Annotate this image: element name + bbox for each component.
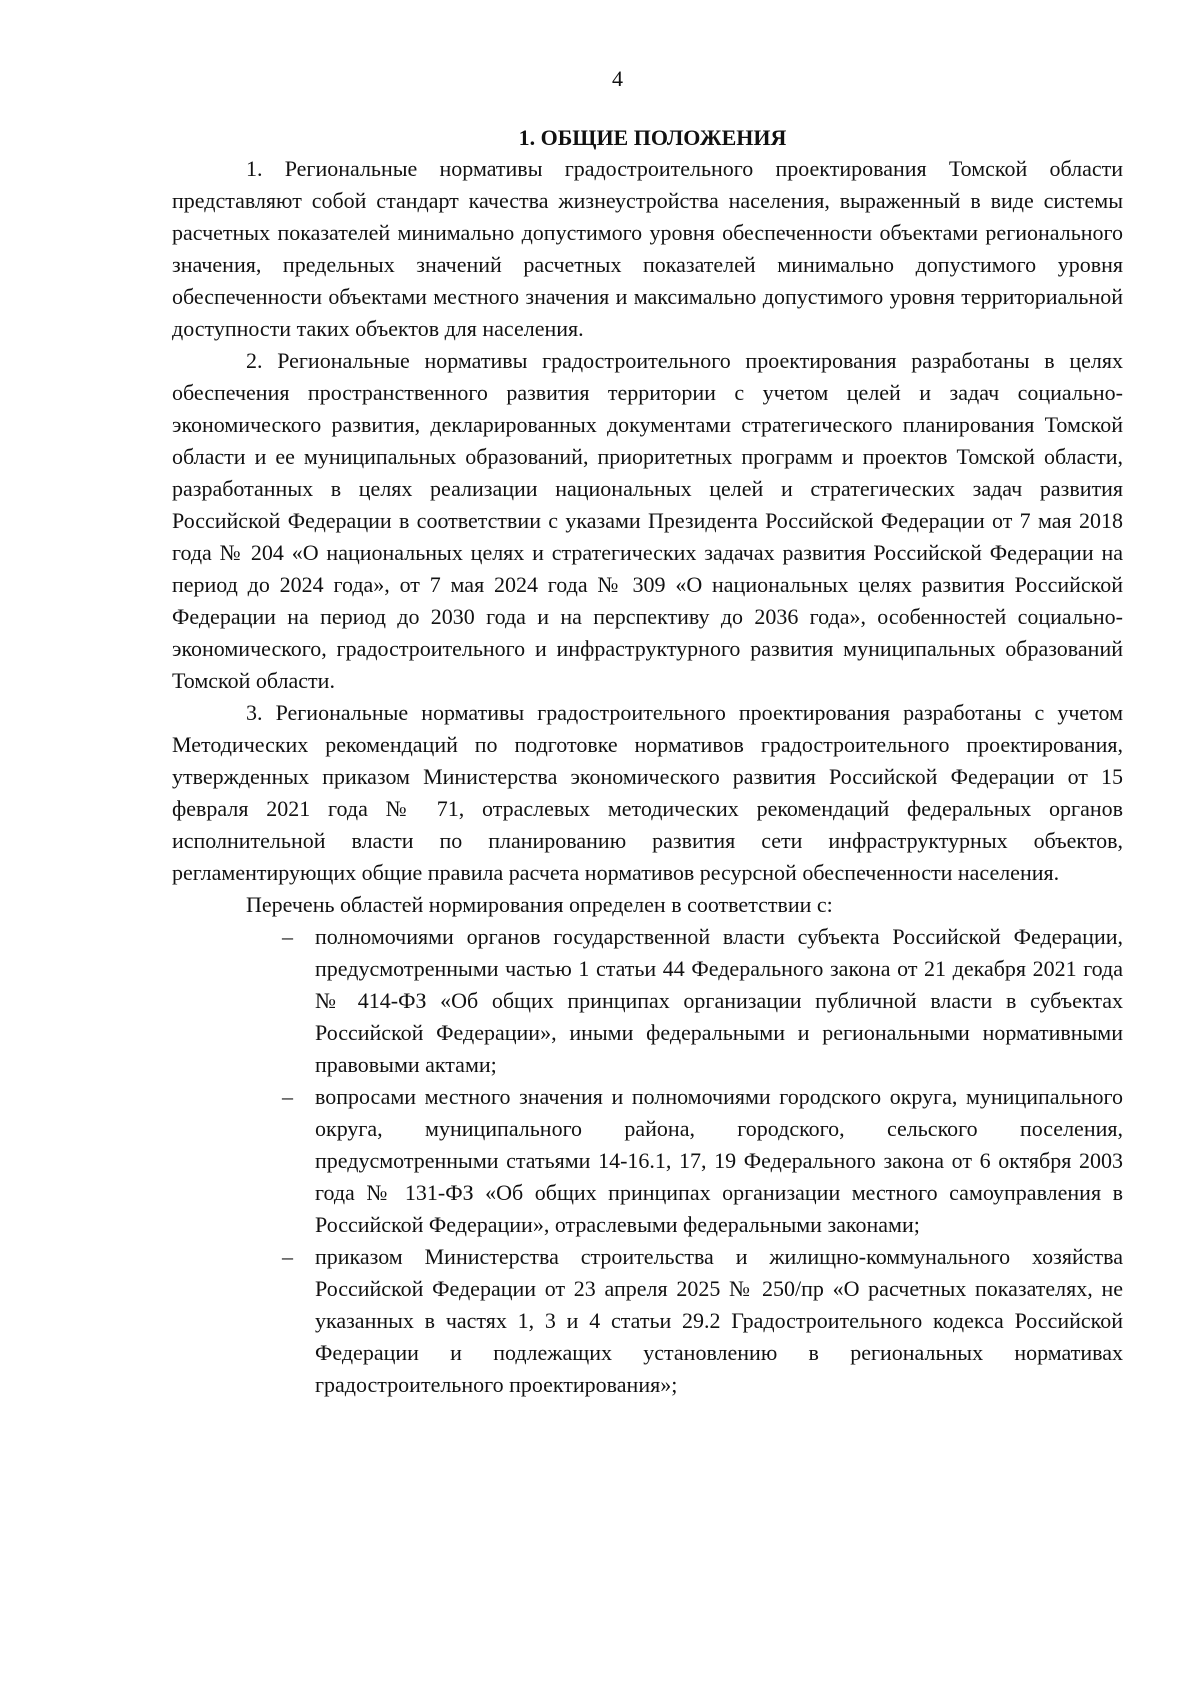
list-item bbox=[172, 1081, 1123, 1241]
list-item-text: вопросами местного значения и полномочиями городского округа, муниципального округа, муниципального района, городского, сельского поселения, предусмотренными статьями 14-16.1, 17, 19 Федерального закона от 6 октября 2003 года № 131-ФЗ «Об общих принципах организации местного самоуправления в Российской Федерации», отраслевыми федеральными законами; bbox=[315, 1084, 1123, 1237]
list-item bbox=[172, 921, 1123, 1081]
section-title: 1. ОБЩИЕ ПОЛОЖЕНИЯ bbox=[518, 125, 787, 150]
list-intro: Перечень областей нормирования определен в соответствии с: bbox=[246, 892, 833, 917]
bullet-list bbox=[172, 921, 1123, 1401]
paragraph-2: 2. Региональные нормативы градостроительного проектирования разработаны в целях обеспечения пространственного развития территории с учетом целей и задач социально-экономического развития, декларированных документами стратегического планирования Томской области и ее муниципальных образований, приоритетных программ и проектов Томской области, разработанных в целях реализации национальных целей и стратегических задач развития Российской Федерации в соответствии с указами Президента Российской Федерации от 7 мая 2018 года № 204 «О национальных целях и стратегических задачах развития Российской Федерации на период до 2024 года», от 7 мая 2024 года № 309 «О национальных целях развития Российской Федерации на период до 2030 года и на перспективу до 2036 года», особенностей социально-экономического, градостроительного и инфраструктурного развития муниципальных образований Томской области. bbox=[172, 348, 1123, 693]
paragraph-3: 3. Региональные нормативы градостроительного проектирования разработаны с учетом Методических рекомендаций по подготовке нормативов градостроительного проектирования, утвержденных приказом Министерства экономического развития Российской Федерации от 15 февраля 2021 года № 71, отраслевых методических рекомендаций федеральных органов исполнительной власти по планированию развития сети инфраструктурных объектов, регламентирующих общие правила расчета нормативов ресурсной обеспеченности населения. bbox=[172, 700, 1123, 885]
paragraph-1: 1. Региональные нормативы градостроительного проектирования Томской области представляют собой стандарт качества жизнеустройства населения, выраженный в виде системы расчетных показателей минимально допустимого уровня обеспеченности объектами регионального значения, предельных значений расчетных показателей минимально допустимого уровня обеспеченности объектами местного значения и максимально допустимого уровня территориальной доступности таких объектов для населения. bbox=[172, 156, 1123, 341]
dash-bullet-icon: – bbox=[282, 924, 293, 949]
list-item-text: полномочиями органов государственной власти субъекта Российской Федерации, предусмотренными частью 1 статьи 44 Федерального закона от 21 декабря 2021 года № 414-ФЗ «Об общих принципах организации публичной власти в субъектах Российской Федерации», иными федеральными и региональными нормативными правовыми актами; bbox=[315, 924, 1123, 1077]
list-item bbox=[172, 1241, 1123, 1401]
dash-bullet-icon: – bbox=[282, 1084, 293, 1109]
list-item-text: приказом Министерства строительства и жилищно-коммунального хозяйства Российской Федерации от 23 апреля 2025 № 250/пр «О расчетных показателях, не указанных в частях 1, 3 и 4 статьи 29.2 Градостроительного кодекса Российской Федерации и подлежащих установлению в региональных нормативах градостроительного проектирования»; bbox=[315, 1244, 1123, 1397]
document-page bbox=[172, 64, 1123, 1401]
page-number: 4 bbox=[612, 66, 623, 91]
dash-bullet-icon: – bbox=[282, 1244, 293, 1269]
